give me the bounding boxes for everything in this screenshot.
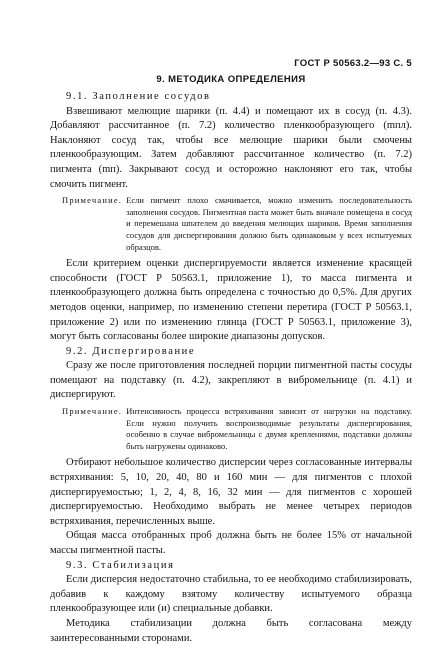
subsection-title-9-1: 9.1. Заполнение сосудов xyxy=(66,91,211,102)
paragraph-9-2-mass: Общая масса отобранных проб должна быть не более 15% от начальной массы пигментной пасты. xyxy=(50,530,412,556)
note-9-2 xyxy=(62,406,412,452)
page-content xyxy=(50,74,412,646)
paragraph-9-3-stabilization: Если дисперсия недостаточно стабильна, то ее необходимо стабилизировать, добавив к каждому взятому количеству испытуемого образца пленкообразующее или (и) специальные добавки. xyxy=(50,574,412,615)
note-9-1 xyxy=(62,195,412,253)
note-text: Интенсивность процесса встряхивания зависит от нагрузки на подставку. Если нужно получить воспроизводимые результаты диспергирования, особенно в случае вибромельницы с двумя креплениями, подставки должны быть нагружены одинаково. xyxy=(126,406,412,451)
note-label: Примечание. xyxy=(62,195,123,206)
note-text: Если пигмент плохо смачивается, можно изменить последовательность заполнения сосудов. Пигментная паста может быть вначале помещена в сосуд и перемешана шпателем до введения мелющих шариков. Время заполнения сосудов для диспергирования должно быть одинаковым у всех испытуемых образцов. xyxy=(126,195,412,252)
subsection-title-9-2: 9.2. Диспергирование xyxy=(66,345,196,357)
paragraph-9-1-criteria: Если критерием оценки диспергируемости является изменение красящей способности (ГОСТ Р 50563.1, приложение 1), то масса пигмента и пленкообразующего должна быть определена с точностью до 0,5%. Для других методов оценки, например, по изменению степени перетира (ГОСТ Р 50563.1, приложение 2) или по изменению глянца (ГОСТ Р 50563.1, приложение 3), могут быть согласованы более широкие диапазоны допусков. xyxy=(50,258,412,343)
paragraph-9-3-agreement: Методика стабилизации должна быть согласована между заинтересованными сторонами. xyxy=(50,617,412,644)
paragraph-9-1-filling: Взвешивают мелющие шарики (п. 4.4) и помещают их в сосуд (п. 4.3). Добавляют рассчитанное (п. 7.2) количество пленкообразующего (mпл). Наклоняют сосуд так, чтобы все мелющие шарики были смочены пленкообразующим. Затем добавляют рассчитанное количество (п. 7.2) пигмента (mп). Закрывают сосуд и осторожно наклоняют его так, чтобы смочить пигмент. xyxy=(50,105,412,190)
subsection-title-9-3: 9.3. Стабилизация xyxy=(66,559,175,571)
page-header: ГОСТ Р 50563.2—93 С. 5 xyxy=(294,58,412,69)
section-title: 9. МЕТОДИКА ОПРЕДЕЛЕНИЯ xyxy=(156,74,306,85)
note-label: Примечание. xyxy=(62,406,123,417)
paragraph-9-2-sampling: Отбирают небольшое количество дисперсии через согласованные интервалы встряхивания: 5, 10, 20, 40, 80 и 160 мин — для пигментов с плохой диспергируемостью; 1, 2, 4, 8, 16, 32 мин — для пигментов с хорошей диспергируемостью. Необходимо выбрать не менее четырех периодов встряхивания, перечисленных выше. xyxy=(50,457,412,527)
paragraph-9-2-dispersing: Сразу же после приготовления последней порции пигментной пасты сосуды помещают на подставку (п. 4.2), закрепляют в вибромельнице (п. 4.1) и диспергируют. xyxy=(50,360,412,401)
